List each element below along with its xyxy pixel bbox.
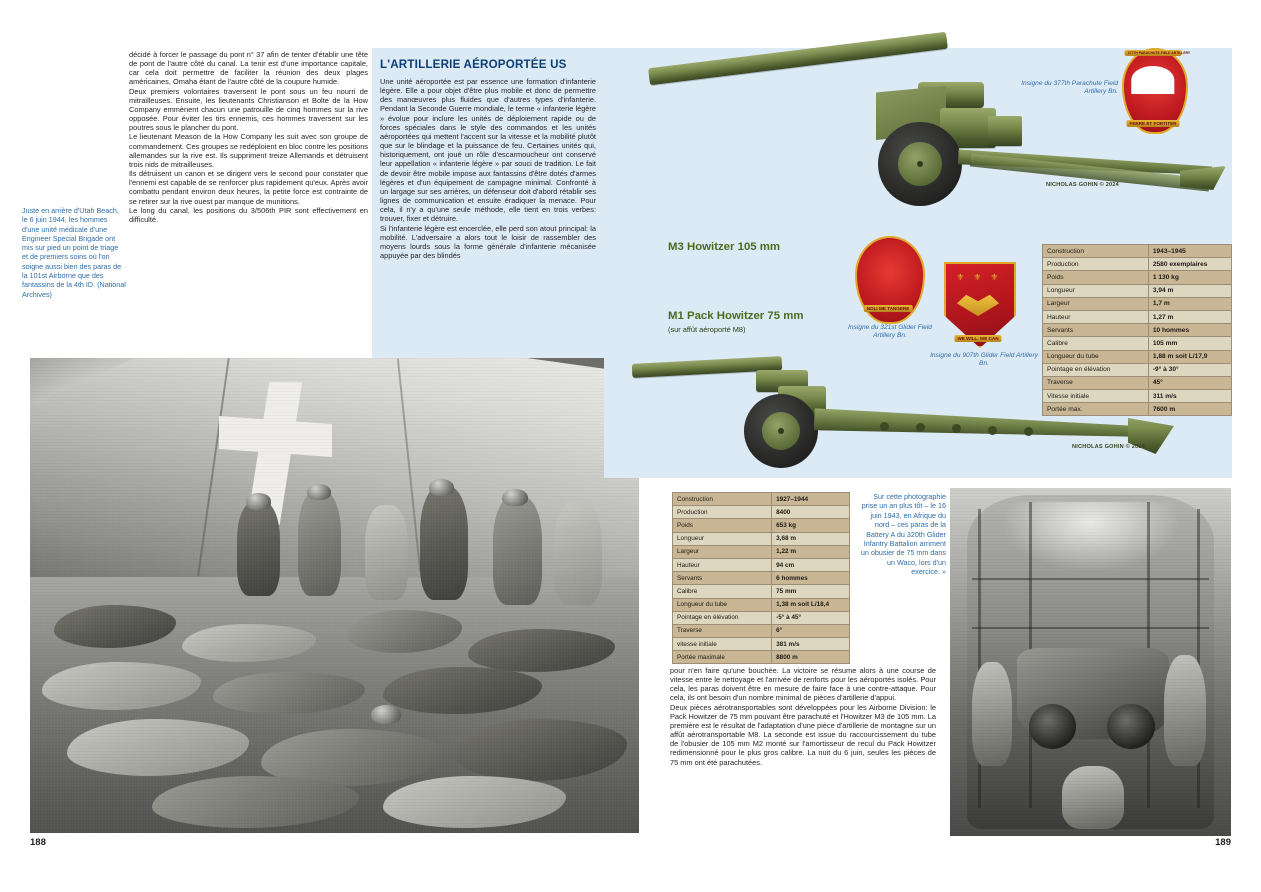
insignia-caption-377th: Insigne du 377th Parachute Field Artillery Bn. [1021, 80, 1118, 96]
article-title: L'ARTILLERIE AÉROPORTÉE US [380, 58, 567, 71]
spec-table [1042, 244, 1232, 416]
insignia-377th-pfab [1122, 48, 1191, 130]
table-row: Longueur du tube 1,38 m soit L/18,4 [673, 598, 850, 611]
gun-barrel [648, 32, 948, 85]
waco-glider-photo [950, 488, 1231, 836]
triage-station-photo [30, 358, 639, 833]
table-row: Pointage en élévation -5° à 45° [673, 611, 850, 624]
trail-lightening-hole [916, 423, 925, 432]
hub-cap [778, 428, 784, 434]
table-row: Servants 6 hommes [673, 572, 850, 585]
illustration-signature: NICHOLAS GOHIN © 2024 [1046, 182, 1119, 188]
table-row: vitesse initiale 381 m/s [673, 638, 850, 651]
page-number-right: 189 [1215, 837, 1231, 848]
paragraph: décidé à forcer le passage du pont n° 37 afin de tenter d'établir une tête de pont de l'autre côté du canal. La tenir est d'une importance capitale, car cela doit permettre de faciliter la réunion des deux plages américaines, Omaha étant de l'autre côté de la coupure humide. [129, 50, 368, 87]
fleur-de-lis-icon: ⚜ [973, 271, 982, 282]
fleur-de-lis-icon: ⚜ [990, 271, 999, 282]
table-row: Poids 653 kg [673, 519, 850, 532]
table-row: Longueur du tube 1,88 m soit L/17,9 [1043, 350, 1232, 363]
table-row: Production 8400 [673, 506, 850, 519]
trail-lightening-hole [988, 426, 997, 435]
insignia-caption-907th: Insigne du 907th Glider Field Artillery Bn. [930, 352, 1038, 368]
paragraph: Une unité aéroportée est par essence une formation d'infanterie légère. Elle a pour objet d'être plus mobile et donc de permettre des manœuvres plus fluides que d'autres types d'infanterie. Pendant la Seconde Guerre mondiale, le terme « infanterie légère » évolue pour inclure les unités de déploiement rapide ou de forces spéciales dans le style des commandos et les unités aéroportées qui mettent l'accent sur la vitesse et la mobilité plutôt que sur le blindage et la puissance de feu. Certaines unités qui, historiquement, ont joué un rôle d'escarmoucheur ont conservé leur appellation « infanterie légère » par souci de tradition. Le fait de devoir être mobile impose aux fantassins d'être dotés d'armes légères et d'un équipement de campagne minimal. Confronté à un largage sur ses arrières, un défenseur doit d'abord rétablir ses lignes de communication et ensuite éradiquer la menace. Pour cela, il n'y a qu'une seule méthode, elle tient en trois verbes: trouver, fixer et détruire. [380, 77, 596, 224]
glider-photo-caption: Sur cette photographie prise un an plus tôt – le 16 juin 1943, en Afrique du nord – ces paras de la Battery A du 320th Glider Infantry Battalion arriment un obusier de 75 mm dans un Waco, lors d'un exercice. » [860, 492, 946, 577]
illustration-signature: NICHOLAS GOHIN © 2024 [1072, 444, 1145, 450]
insignia-907th-gfab [944, 262, 1012, 344]
film-grain [950, 488, 1231, 836]
paragraph: Le long du canal, les positions du 3/506th PIR sont effectivement en difficulté. [129, 205, 368, 224]
paragraph: Le lieutenant Meason de la How Company les suit avec son groupe de commandement. Ces groupes se redéploient en bloc contre les positions allemandes sur la rive est. Ils suppriment treize Allemands et détruisent trois nids de mitrailleuses. [129, 132, 368, 169]
table-row: Traverse 6° [673, 624, 850, 637]
table-row: Hauteur 1,27 m [1043, 310, 1232, 323]
table-row: Hauteur 94 cm [673, 558, 850, 571]
table-row: Calibre 105 mm [1043, 337, 1232, 350]
table-row: Poids 1 130 kg [1043, 271, 1232, 284]
trail-lightening-hole [952, 424, 961, 433]
table-row: Production 2580 exemplaires [1043, 258, 1232, 271]
weapon-title-m1: M1 Pack Howitzer 75 mm [668, 310, 804, 322]
page-number-left: 188 [30, 837, 46, 848]
insignia-motto: FERRE ET FORTITER [1127, 120, 1180, 127]
insignia-motto: NOLI ME TANGERE [864, 305, 913, 312]
table-row: Portée max. 7600 m [1043, 403, 1232, 416]
table-row: Construction 1927–1944 [673, 493, 850, 506]
trail-lightening-hole [880, 422, 889, 431]
table-row: Calibre 75 mm [673, 585, 850, 598]
table-row: Longueur 3,68 m [673, 532, 850, 545]
article-panel [372, 48, 604, 358]
insignia-caption-321st: Insigne du 321st Glider Field Artillery Bn. [848, 324, 932, 340]
weapon-subtitle-m1: (sur affût aéroporté M8) [668, 325, 746, 334]
paragraph: Deux premiers volontaires traversent le pont sous un feu nourri de mitrailleuses. Ensuite, les lieutenants Christianson et Bolte de la How Company emmènent chacun une patrouille de cinq hommes sur la rive opposée. Pour éviter les tirs ennemis, ces hommes traversent sur les poutres sous le plancher du pont. [129, 86, 368, 133]
hub-cap [917, 161, 923, 167]
insignia-motto: WE WILL, WE CAN [954, 335, 1001, 342]
paragraph: pour n'en faire qu'une bouchée. La victoire se résume alors à une course de vitesse entre le nettoyage et l'arrivée de renforts pour les aéroportés isolés. Pour cela, les paras doivent être en mesure de faire face à une contre-attaque. Pour cela, ils ont besoin d'un nombre minimal de pièces d'artillerie d'appui. [670, 666, 936, 703]
insignia-top-text: 377TH PARACHUTE FIELD ARTILLERY [1125, 50, 1182, 56]
table-row: Traverse 45° [1043, 376, 1232, 389]
left-body-column [129, 50, 368, 224]
paragraph: Si l'infanterie légère est encerclée, elle perd son atout principal: la mobilité. L'adversaire a alors tout le loisir de rassembler des moyens lourds sous la forme générale d'infanterie mécanisée appuyée par des blindés [380, 223, 596, 260]
spec-table [672, 492, 850, 664]
weapon-title-m3: M3 Howitzer 105 mm [668, 241, 781, 253]
bottom-text-column [670, 666, 936, 767]
insignia-321st-gfab [855, 236, 921, 320]
m1-specification-table [672, 492, 850, 664]
trail-lightening-hole [1024, 427, 1033, 436]
film-grain [30, 358, 639, 833]
ammo-box [988, 116, 1022, 146]
table-row: Largeur 1,22 m [673, 545, 850, 558]
table-row: Pointage en élévation -9° à 30° [1043, 363, 1232, 376]
paragraph: Ils détruisent un canon et se dirigent vers le second pour constater que l'ennemi est capable de se renforcer plus rapidement qu'eux. Après avoir combattu pendant environ deux heures, la petite force est contrainte de se retirer sur la rive ouest par manque de munitions. [129, 169, 368, 206]
article-body [380, 77, 596, 260]
table-row: Servants 10 hommes [1043, 324, 1232, 337]
left-margin-caption: Juste en arrière d'Utah Beach, le 6 juin 1944, les hommes d'une unité médicale d'une Engineer Special Brigade ont mis sur pied un point de triage et de premiers soins où l'on soigne aussi bien des paras de la 101st Airborne que des fantassins de la 4th ID. (National Archives) [22, 206, 126, 299]
parachute-icon [1131, 66, 1174, 94]
m3-specification-table [1042, 244, 1232, 416]
fleur-de-lis-icon: ⚜ [956, 271, 965, 282]
paragraph: Deux pièces aérotransportables sont développées pour les Airborne Division: le Pack Howitzer de 75 mm pouvant être parachuté et l'Howitzer M3 de 105 mm. La première est le résultat de l'adaptation d'une pièce d'artillerie de montagne sur un affût aérotransportable M8. La seconde est issue du raccourcissement du tube de l'obusier de 105 mm M2 monté sur l'amortisseur de recul du Pack Howitzer redimensionné pour le plus gros calibre. La nuit du 6 juin, seules les pièces de 75 mm ont été parachutées. [670, 702, 936, 767]
table-row: Longueur 3,94 m [1043, 284, 1232, 297]
table-row: Construction 1943–1945 [1043, 245, 1232, 258]
table-row: Portée maximale 8800 m [673, 651, 850, 664]
table-row: Vitesse initiale 311 m/s [1043, 390, 1232, 403]
table-row: Largeur 1,7 m [1043, 297, 1232, 310]
